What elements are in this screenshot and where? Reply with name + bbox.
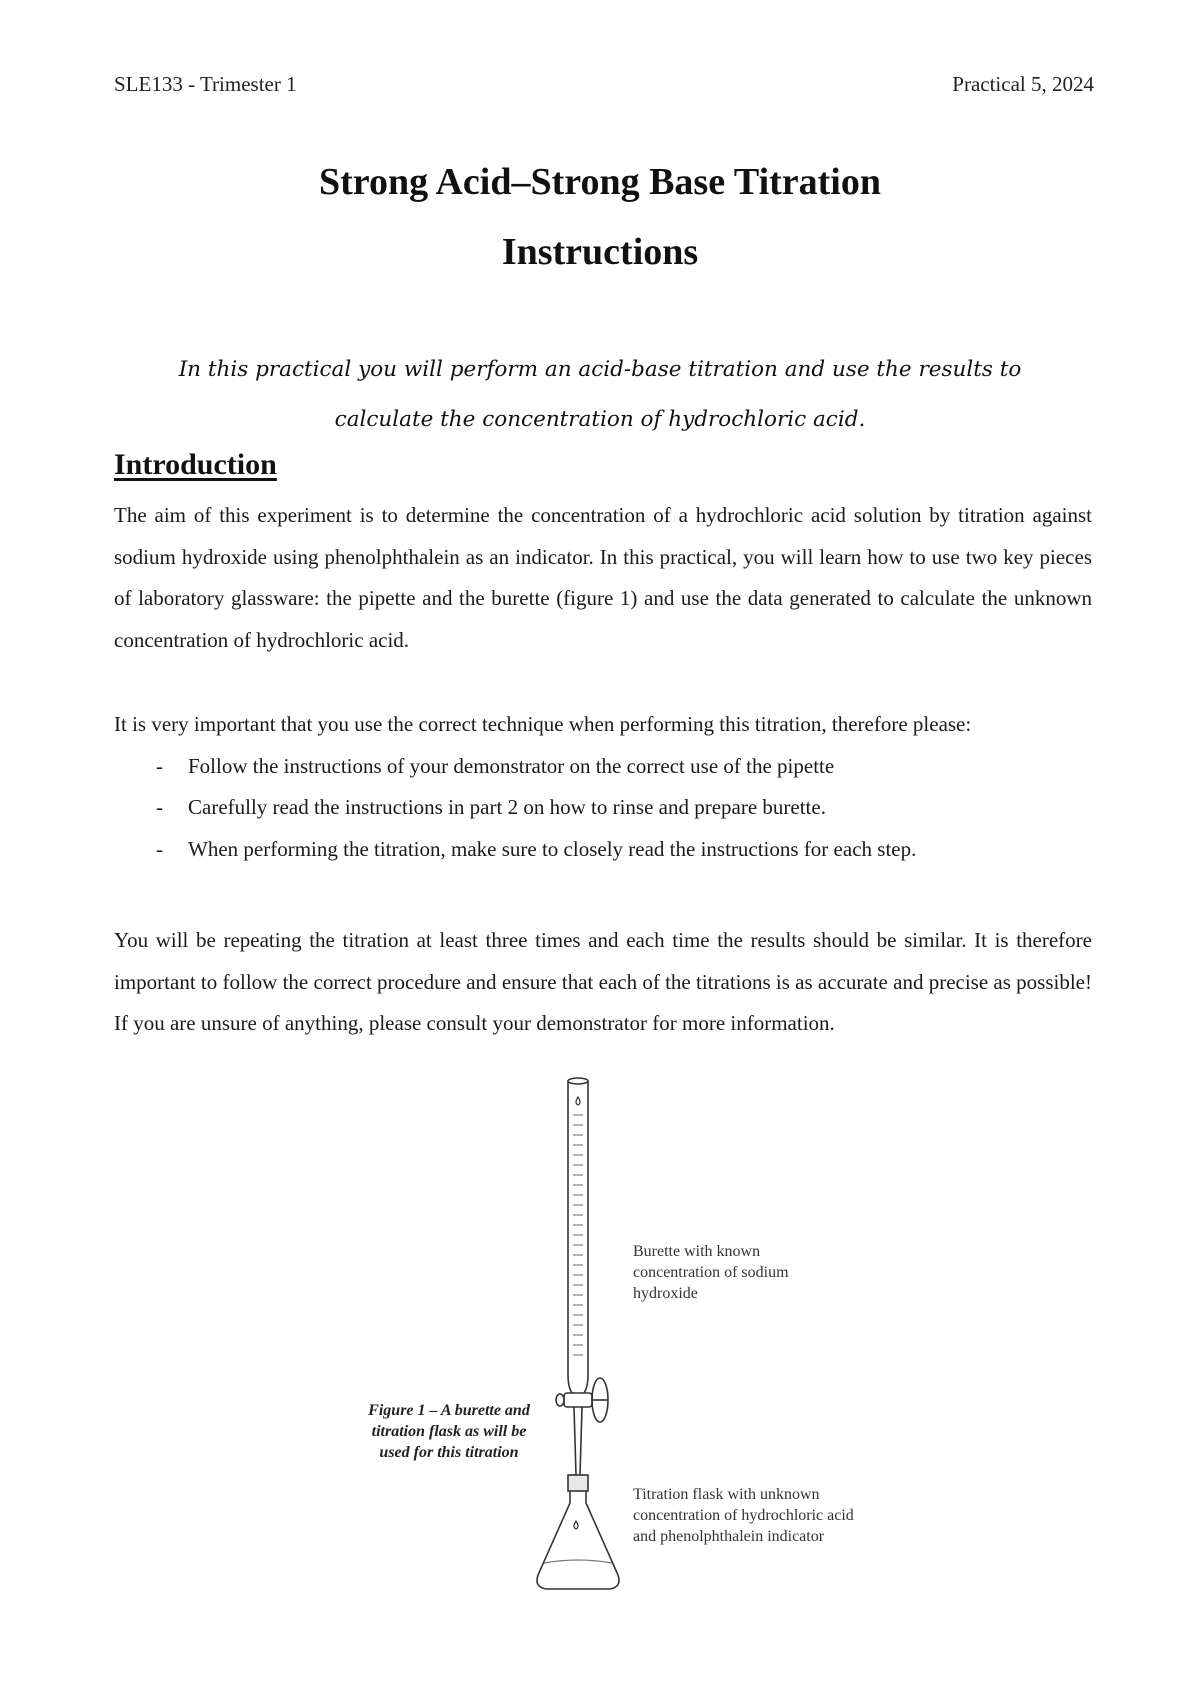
intro-paragraph-2 xyxy=(114,704,1092,870)
page-title: Strong Acid–Strong Base Titration xyxy=(318,161,881,203)
list-item: - Follow the instructions of your demonstrator on the correct use of the pipette xyxy=(114,746,1092,788)
list-item: - Carefully read the instructions in part 2 on how to rinse and prepare burette. xyxy=(114,787,1092,829)
burette-flask-illustration xyxy=(520,1075,630,1595)
flask-label: Titration flask with unknown concentration of hydrochloric acid and phenolphthalein indicator xyxy=(633,1486,854,1545)
intro-paragraph-1: The aim of this experiment is to determine the concentration of a hydrochloric acid solution by titration against sodium hydroxide using phenolphthalein as an indicator. In this practical, you will learn how to use two key pieces of laboratory glassware: the pipette and the burette (figure 1) and use the data generated to calculate the unknown concentration of hydrochloric acid. xyxy=(114,503,1092,652)
technique-lead-in: It is very important that you use the correct technique when performing this titration, therefore please: xyxy=(114,712,972,736)
figure-caption: Figure 1 – A burette and titration flask as will be used for this titration xyxy=(368,1402,530,1461)
page-subtitle-instructions: Instructions xyxy=(501,231,699,273)
list-item: - When performing the titration, make sure to closely read the instructions for each step. xyxy=(114,829,1092,871)
flask-drawing xyxy=(537,1475,619,1589)
header-practical: Practical 5, 2024 xyxy=(952,72,1094,96)
header-course: SLE133 - Trimester 1 xyxy=(114,72,297,96)
burette-label: Burette with known concentration of sodium hydroxide xyxy=(633,1243,789,1302)
intro-paragraph-3: You will be repeating the titration at least three times and each time the results should be similar. It is therefore important to follow the correct procedure and ensure that each of the titrations is as accurate and precise as possible! If you are unsure of anything, please consult your demonstrator for more information. xyxy=(114,928,1092,1035)
intro-summary: In this practical you will perform an acid-base titration and use the results to calculate the concentration of hydrochloric acid. xyxy=(178,357,1022,432)
section-heading-introduction: Introduction xyxy=(114,448,277,481)
burette-drawing xyxy=(556,1078,608,1475)
technique-list xyxy=(114,746,1092,871)
